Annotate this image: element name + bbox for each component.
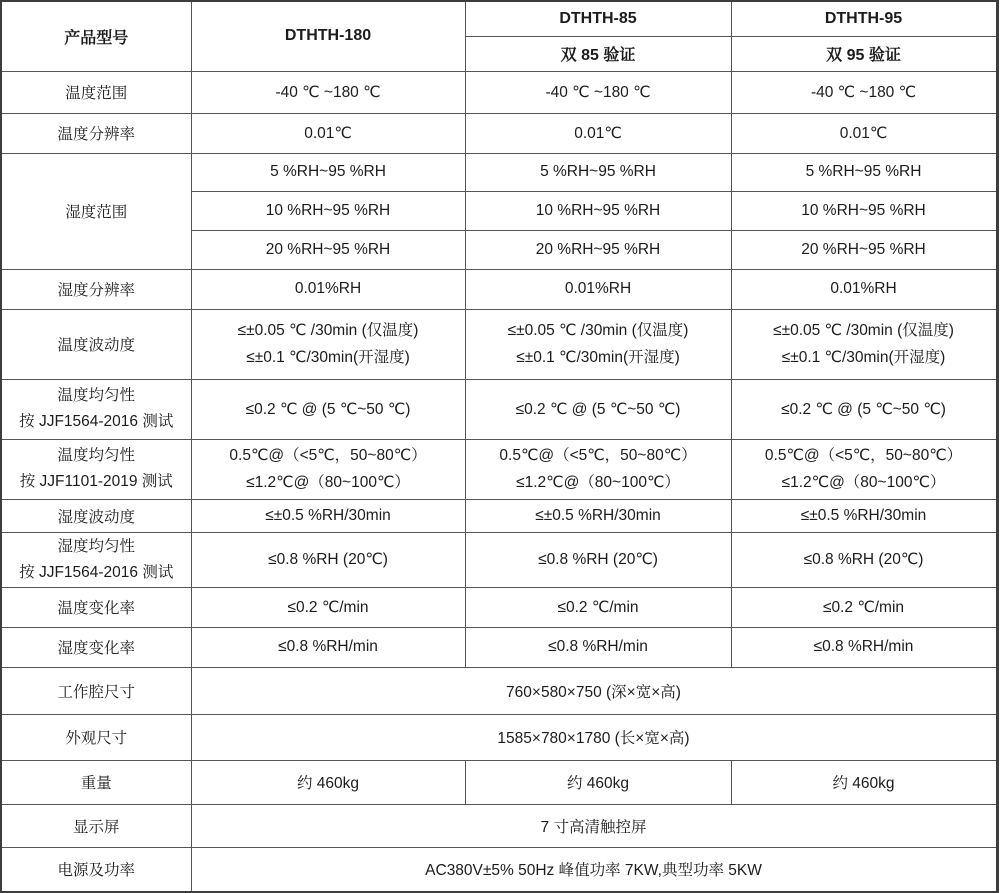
- temp-uniformity-1564-label-line2: 按 JJF1564-2016 测试: [19, 413, 174, 430]
- cell-humidity-range-0-0: 5 %RH~95 %RH: [191, 153, 465, 191]
- cell-humidity-uniformity-2: ≤0.8 %RH (20℃): [731, 532, 997, 587]
- cell-temp-resolution-1: 0.01℃: [465, 113, 731, 153]
- cell-humidity-range-1-0: 10 %RH~95 %RH: [191, 191, 465, 230]
- cell-humidity-uniformity-0: ≤0.8 %RH (20℃): [191, 532, 465, 587]
- cell-temp-fluctuation-1: [465, 309, 731, 379]
- cell-humidity-range-0-2: 5 %RH~95 %RH: [731, 153, 997, 191]
- row-label-temp-resolution: 温度分辨率: [1, 113, 191, 153]
- header-model-dthth-95: DTHTH-95: [731, 1, 997, 36]
- cell-weight-2: 约 460kg: [731, 760, 997, 804]
- row-label-chamber-size: 工作腔尺寸: [1, 667, 191, 714]
- row-chamber-size: [1, 667, 997, 714]
- row-temp-fluctuation: [1, 309, 997, 379]
- row-label-temp-uniformity-1564: [1, 379, 191, 439]
- temp-fluctuation-line1: ≤±0.05 ℃ /30min (仅温度): [507, 322, 689, 339]
- row-label-display: 显示屏: [1, 804, 191, 847]
- row-humidity-change-rate: [1, 627, 997, 667]
- cell-power: AC380V±5% 50Hz 峰值功率 7KW,典型功率 5KW: [191, 847, 997, 892]
- row-temp-range: [1, 71, 997, 113]
- temp-uniformity-1101-line2: ≤1.2℃@（80~100℃）: [781, 474, 946, 491]
- temp-uniformity-1101-label-line1: 温度均匀性: [57, 447, 135, 464]
- temp-uniformity-1101-line1: 0.5℃@（<5℃，50~80℃）: [764, 447, 963, 464]
- cell-humidity-resolution-1: 0.01%RH: [465, 269, 731, 309]
- cell-humidity-range-2-1: 20 %RH~95 %RH: [465, 230, 731, 269]
- row-temp-resolution: [1, 113, 997, 153]
- cell-weight-1: 约 460kg: [465, 760, 731, 804]
- cell-humidity-change-rate-0: ≤0.8 %RH/min: [191, 627, 465, 667]
- cell-humidity-range-1-1: 10 %RH~95 %RH: [465, 191, 731, 230]
- temp-uniformity-1564-label-line1: 温度均匀性: [57, 387, 135, 404]
- temp-fluctuation-line2: ≤±0.1 ℃/30min(开湿度): [246, 349, 410, 366]
- row-label-temp-fluctuation: 温度波动度: [1, 309, 191, 379]
- cell-temp-change-rate-0: ≤0.2 ℃/min: [191, 587, 465, 627]
- temp-fluctuation-line2: ≤±0.1 ℃/30min(开湿度): [516, 349, 680, 366]
- cell-temp-range-1: -40 ℃ ~180 ℃: [465, 71, 731, 113]
- cell-humidity-range-2-0: 20 %RH~95 %RH: [191, 230, 465, 269]
- temp-uniformity-1101-line2: ≤1.2℃@（80~100℃）: [246, 474, 410, 491]
- row-display: [1, 804, 997, 847]
- cell-temp-range-2: -40 ℃ ~180 ℃: [731, 71, 997, 113]
- cell-humidity-change-rate-1: ≤0.8 %RH/min: [465, 627, 731, 667]
- header-model-85-sub: 双 85 验证: [465, 36, 731, 71]
- row-label-weight: 重量: [1, 760, 191, 804]
- cell-humidity-change-rate-2: ≤0.8 %RH/min: [731, 627, 997, 667]
- row-label-humidity-fluctuation: 湿度波动度: [1, 499, 191, 532]
- cell-exterior-size: 1585×780×1780 (长×宽×高): [191, 714, 997, 760]
- row-weight: [1, 760, 997, 804]
- temp-uniformity-1101-line1: 0.5℃@（<5℃，50~80℃）: [229, 447, 427, 464]
- cell-chamber-size: 760×580×750 (深×宽×高): [191, 667, 997, 714]
- cell-temp-range-0: -40 ℃ ~180 ℃: [191, 71, 465, 113]
- cell-humidity-uniformity-1: ≤0.8 %RH (20℃): [465, 532, 731, 587]
- humidity-uniformity-label-line2: 按 JJF1564-2016 测试: [19, 563, 174, 581]
- cell-temp-fluctuation-0: [191, 309, 465, 379]
- row-label-exterior-size: 外观尺寸: [1, 714, 191, 760]
- cell-temp-fluctuation-2: [731, 309, 997, 379]
- cell-humidity-resolution-0: 0.01%RH: [191, 269, 465, 309]
- cell-humidity-range-1-2: 10 %RH~95 %RH: [731, 191, 997, 230]
- temp-uniformity-1101-line1: 0.5℃@（<5℃，50~80℃）: [499, 447, 697, 464]
- cell-temp-uniformity-1101-2: [731, 439, 997, 499]
- row-label-humidity-resolution: 湿度分辨率: [1, 269, 191, 309]
- temp-uniformity-1101-line2: ≤1.2℃@（80~100℃）: [516, 474, 680, 491]
- cell-temp-uniformity-1564-0: ≤0.2 ℃ @ (5 ℃~50 ℃): [191, 379, 465, 439]
- temp-fluctuation-line1: ≤±0.05 ℃ /30min (仅温度): [237, 322, 419, 339]
- row-label-temp-change-rate: 温度变化率: [1, 587, 191, 627]
- cell-humidity-range-2-2: 20 %RH~95 %RH: [731, 230, 997, 269]
- cell-temp-resolution-0: 0.01℃: [191, 113, 465, 153]
- row-temp-uniformity-1564: [1, 379, 997, 439]
- row-humidity-uniformity: [1, 532, 997, 587]
- header-model-dthth-180: DTHTH-180: [191, 1, 465, 71]
- row-label-temp-range: 温度范围: [1, 71, 191, 113]
- cell-temp-change-rate-2: ≤0.2 ℃/min: [731, 587, 997, 627]
- cell-temp-uniformity-1101-0: [191, 439, 465, 499]
- temp-fluctuation-line1: ≤±0.05 ℃ /30min (仅温度): [773, 322, 954, 339]
- row-temp-change-rate: [1, 587, 997, 627]
- header-model-95-sub: 双 95 验证: [731, 36, 997, 71]
- row-label-humidity-range: 湿度范围: [1, 153, 191, 269]
- cell-temp-uniformity-1101-1: [465, 439, 731, 499]
- cell-humidity-fluctuation-2: ≤±0.5 %RH/30min: [731, 499, 997, 532]
- cell-humidity-range-0-1: 5 %RH~95 %RH: [465, 153, 731, 191]
- cell-temp-uniformity-1564-1: ≤0.2 ℃ @ (5 ℃~50 ℃): [465, 379, 731, 439]
- cell-temp-resolution-2: 0.01℃: [731, 113, 997, 153]
- header-model-dthth-85: DTHTH-85: [465, 1, 731, 36]
- row-humidity-fluctuation: [1, 499, 997, 532]
- row-power: [1, 847, 997, 892]
- temp-uniformity-1101-label-line2: 按 JJF1101-2019 测试: [19, 473, 173, 490]
- row-humidity-resolution: [1, 269, 997, 309]
- row-label-humidity-change-rate: 湿度变化率: [1, 627, 191, 667]
- row-exterior-size: [1, 714, 997, 760]
- cell-temp-change-rate-1: ≤0.2 ℃/min: [465, 587, 731, 627]
- cell-humidity-fluctuation-0: ≤±0.5 %RH/30min: [191, 499, 465, 532]
- humidity-uniformity-label-line1: 湿度均匀性: [57, 537, 135, 555]
- row-label-humidity-uniformity: [1, 532, 191, 587]
- header-product-model: 产品型号: [1, 1, 191, 71]
- cell-weight-0: 约 460kg: [191, 760, 465, 804]
- cell-humidity-resolution-2: 0.01%RH: [731, 269, 997, 309]
- cell-humidity-fluctuation-1: ≤±0.5 %RH/30min: [465, 499, 731, 532]
- row-label-temp-uniformity-1101: [1, 439, 191, 499]
- cell-display: 7 寸高清触控屏: [191, 804, 997, 847]
- row-label-power: 电源及功率: [1, 847, 191, 892]
- row-temp-uniformity-1101: [1, 439, 997, 499]
- header-row-1: [1, 1, 997, 36]
- temp-fluctuation-line2: ≤±0.1 ℃/30min(开湿度): [781, 349, 946, 366]
- row-humidity-range-1: [1, 153, 997, 191]
- cell-temp-uniformity-1564-2: ≤0.2 ℃ @ (5 ℃~50 ℃): [731, 379, 997, 439]
